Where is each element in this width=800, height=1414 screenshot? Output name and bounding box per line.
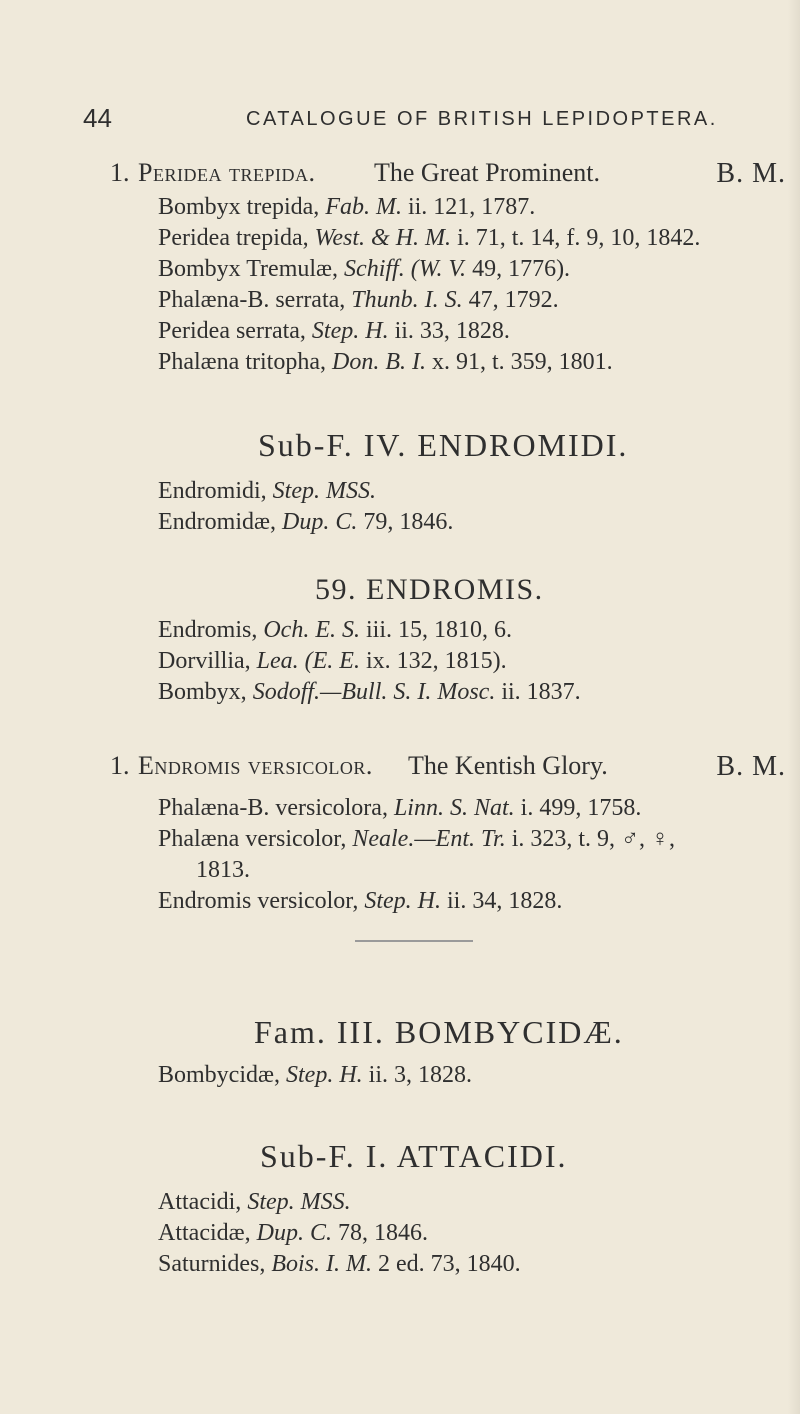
synonym-line: Endromidæ, Dup. C. 79, 1846. — [158, 509, 454, 535]
synonym-line-continued: 1813. — [196, 857, 250, 883]
species-number: 1. — [110, 158, 130, 187]
genus-heading: 59. ENDROMIS. — [315, 573, 544, 606]
species-entry-peridea-trepida — [0, 158, 800, 196]
synonym-line: Bombycidæ, Step. H. ii. 3, 1828. — [158, 1062, 473, 1088]
collection-location: B. M. — [716, 158, 786, 189]
species-line — [0, 158, 800, 196]
synonym-line: Bombyx trepida, Fab. M. ii. 121, 1787. — [158, 194, 536, 220]
species-name: Peridea trepida. — [138, 158, 316, 187]
synonym-line: Bombyx Tremulæ, Schiff. (W. V. 49, 1776). — [158, 256, 571, 282]
species-number: 1. — [110, 751, 130, 780]
synonym-line: Endromis, Och. E. S. iii. 15, 1810, 6. — [158, 617, 512, 643]
synonym-line: Peridea serrata, Step. H. ii. 33, 1828. — [158, 318, 510, 344]
species-entry-endromis-versicolor — [0, 751, 800, 789]
synonym-line: Phalæna tritopha, Don. B. I. x. 91, t. 359, 1801. — [158, 349, 613, 375]
running-head — [0, 103, 800, 143]
running-title: CATALOGUE OF BRITISH LEPIDOPTERA. — [246, 108, 718, 130]
collection-location: B. M. — [716, 751, 786, 782]
synonym-line: Phalæna versicolor, Neale.—Ent. Tr. i. 323, t. 9, ♂, ♀, — [158, 826, 676, 852]
subfamily-heading: Sub-F. IV. ENDROMIDI. — [258, 427, 629, 463]
synonym-line: Attacidi, Step. MSS. — [158, 1189, 351, 1215]
common-name: The Kentish Glory. — [408, 751, 608, 780]
synonym-line: Endromis versicolor, Step. H. ii. 34, 1828. — [158, 888, 563, 914]
species-name: Endromis versicolor. — [138, 751, 373, 780]
common-name: The Great Prominent. — [374, 158, 600, 187]
synonym-line: Endromidi, Step. MSS. — [158, 478, 376, 504]
synonym-line: Attacidæ, Dup. C. 78, 1846. — [158, 1220, 428, 1246]
family-heading: Fam. III. BOMBYCIDÆ. — [254, 1014, 624, 1050]
synonym-line: Dorvillia, Lea. (E. E. ix. 132, 1815). — [158, 648, 507, 674]
synonym-line: Saturnides, Bois. I. M. 2 ed. 73, 1840. — [158, 1251, 521, 1277]
page-number: 44 — [83, 103, 112, 133]
species-line — [0, 751, 800, 789]
section-divider — [355, 940, 473, 942]
page-edge-shadow — [788, 0, 800, 1414]
subfamily-heading: Sub-F. I. ATTACIDI. — [260, 1138, 568, 1174]
synonym-line: Phalæna-B. serrata, Thunb. I. S. 47, 1792. — [158, 287, 559, 313]
synonym-line: Bombyx, Sodoff.—Bull. S. I. Mosc. ii. 1837. — [158, 679, 581, 705]
synonym-line: Peridea trepida, West. & H. M. i. 71, t. 14, f. 9, 10, 1842. — [158, 225, 701, 251]
synonym-line: Phalæna-B. versicolora, Linn. S. Nat. i. 499, 1758. — [158, 795, 642, 821]
